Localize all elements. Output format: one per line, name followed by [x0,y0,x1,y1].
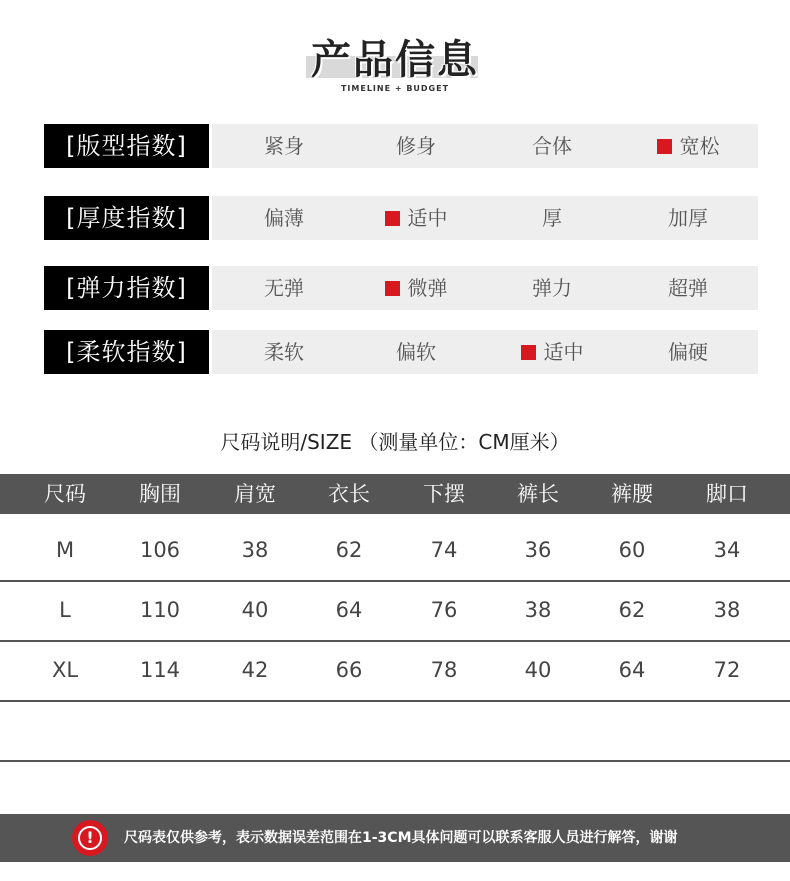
index-option [492,196,612,240]
size-table-header-cell: 脚口 [706,482,748,506]
table-cell: XL [51,658,79,682]
index-row [44,266,758,310]
warning-icon: ! [72,820,108,856]
index-option [492,330,612,374]
index-option-label: 适中 [407,206,448,230]
size-table-header-cell: 下摆 [423,482,465,506]
index-option-label: 合体 [532,134,572,158]
index-row [44,124,758,168]
page-title: 产品信息 [311,37,479,83]
index-label: [弹力指数] [44,266,209,310]
table-cell: 76 [430,598,458,622]
empty-table-row [0,700,790,762]
index-option [224,196,344,240]
index-option [492,124,612,168]
index-option [492,266,612,310]
index-options [212,196,758,240]
table-cell: 78 [430,658,458,682]
index-option [224,330,344,374]
footer-notice [0,814,790,862]
index-option-label: 超弹 [668,276,708,300]
index-option-label: 加厚 [668,206,708,230]
size-table-header-cell: 胸围 [139,482,181,506]
table-cell: 38 [524,598,552,622]
index-option-label: 适中 [543,340,584,364]
table-cell: 110 [139,598,181,622]
index-option-label: 微弹 [407,276,448,300]
index-options [212,266,758,310]
index-label: [柔软指数] [44,330,209,374]
index-options [212,124,758,168]
size-table-title: 尺码说明/SIZE （测量单位：CM厘米） [220,430,570,454]
index-option [628,196,748,240]
size-table-header-cell: 肩宽 [234,482,276,506]
table-cell: 74 [430,538,458,562]
index-option [628,330,748,374]
index-option [628,266,748,310]
index-option-label: 偏硬 [668,340,708,364]
page-subtitle: TIMELINE + BUDGET [340,84,450,93]
table-cell: 40 [241,598,269,622]
index-row [44,330,758,374]
table-cell: 72 [713,658,741,682]
index-option-label: 厚 [542,206,562,230]
index-option [356,196,476,240]
table-row [0,640,790,702]
table-cell: 64 [618,658,646,682]
table-row [0,580,790,642]
title-block [0,22,790,102]
selected-marker-icon [657,139,672,154]
index-row [44,196,758,240]
table-row [0,520,790,582]
size-table-header-cell: 尺码 [44,482,86,506]
size-table-header-cell: 衣长 [328,482,370,506]
footer-note: 尺码表仅供参考，表示数据误差范围在1-3CM具体问题可以联系客服人员进行解答，谢谢 [124,830,678,846]
table-cell: 62 [335,538,363,562]
table-cell: 38 [241,538,269,562]
table-cell: 66 [335,658,363,682]
index-option-label: 无弹 [264,276,304,300]
index-option [356,124,476,168]
index-option [356,330,476,374]
index-option-label: 宽松 [679,134,720,158]
table-cell: 34 [713,538,741,562]
table-cell: 36 [524,538,552,562]
size-table-header-cell: 裤腰 [611,482,653,506]
table-cell: 40 [524,658,552,682]
index-option [356,266,476,310]
table-cell: 64 [335,598,363,622]
index-label: [版型指数] [44,124,209,168]
index-option-label: 偏软 [396,340,436,364]
index-option [224,124,344,168]
index-option-label: 弹力 [532,276,572,300]
table-cell: L [59,598,71,622]
size-table-header-cell: 裤长 [517,482,559,506]
table-cell: 60 [618,538,646,562]
table-cell: 42 [241,658,269,682]
size-table-header [0,474,790,514]
index-option [224,266,344,310]
selected-marker-icon [521,345,536,360]
selected-marker-icon [385,281,400,296]
table-cell: 62 [618,598,646,622]
index-option-label: 修身 [396,134,436,158]
table-cell: 106 [139,538,181,562]
index-option-label: 柔软 [264,340,304,364]
selected-marker-icon [385,211,400,226]
index-options [212,330,758,374]
table-cell: M [55,538,75,562]
table-cell: 38 [713,598,741,622]
index-option-label: 紧身 [264,134,304,158]
index-option-label: 偏薄 [264,206,304,230]
index-option [628,124,748,168]
index-label: [厚度指数] [44,196,209,240]
table-cell: 114 [139,658,181,682]
